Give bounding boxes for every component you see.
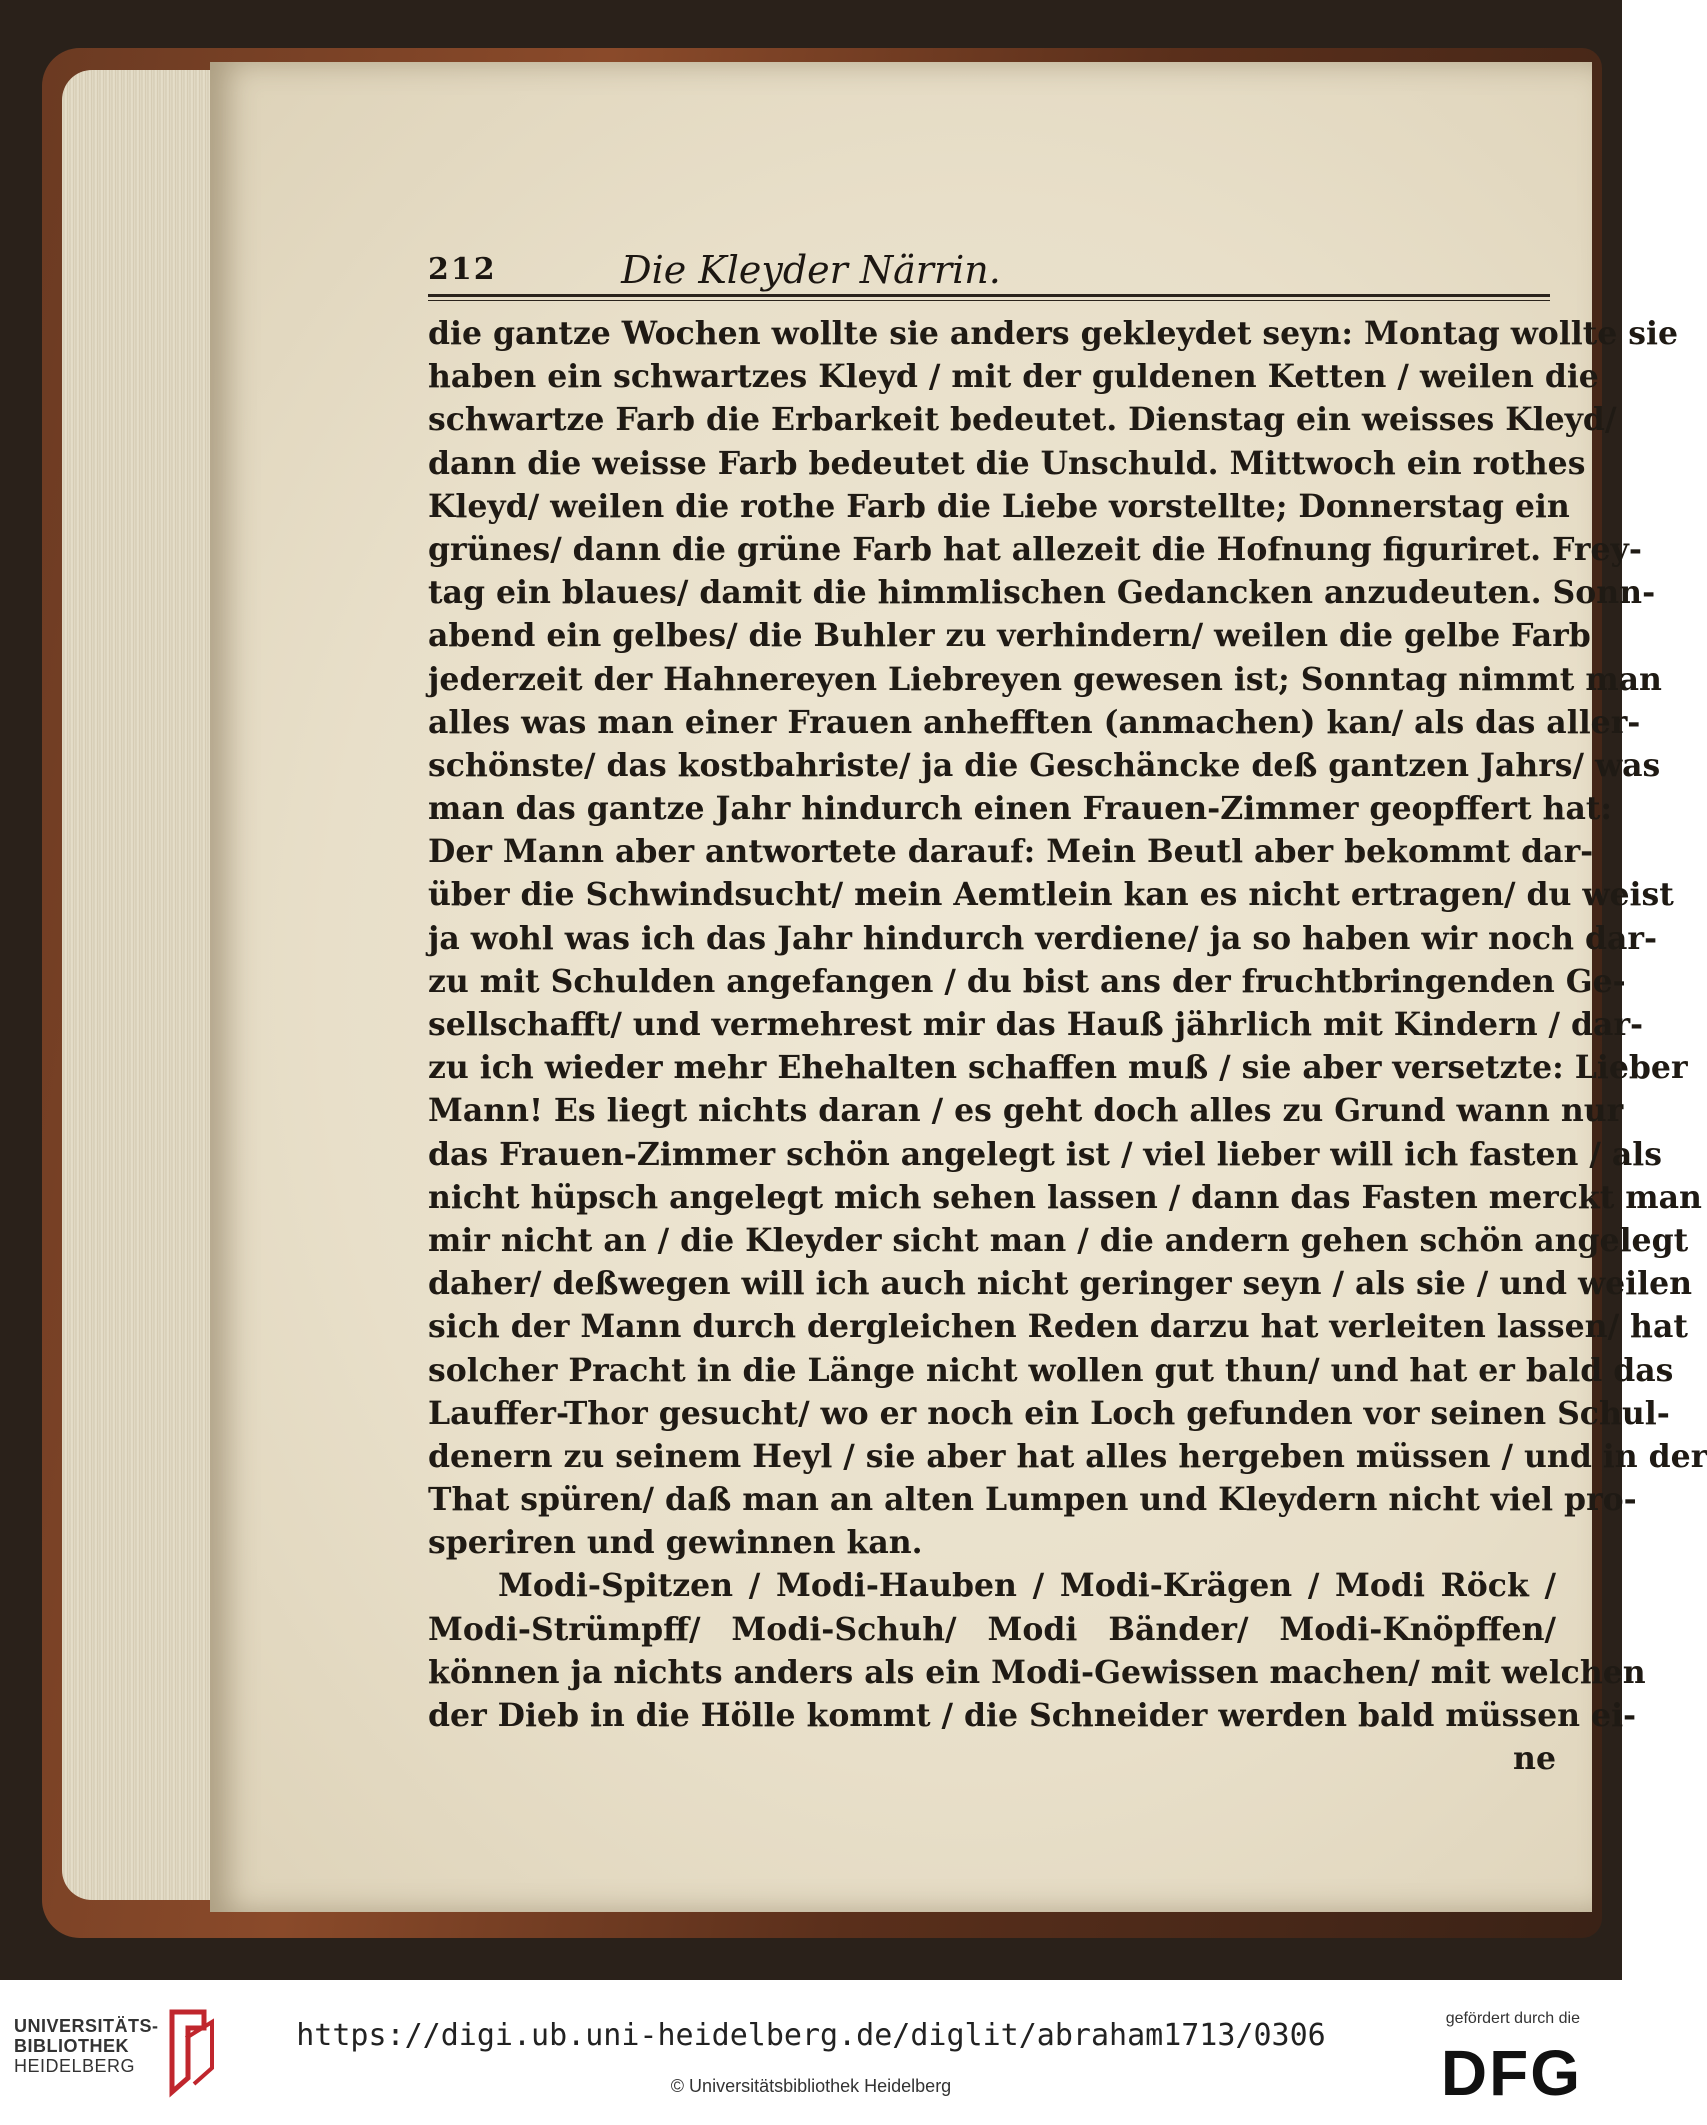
text-line: ja wohl was ich das Jahr hindurch verdiene/ ja so haben wir noch dar- [428, 919, 1658, 957]
page-edges [62, 70, 232, 1900]
text-line: Modi-Strümpff/ Modi-Schuh/ Modi Bänder/ Modi-Knöpffen/ [428, 1610, 1556, 1648]
text-line: man das gantze Jahr hindurch einen Frauen-Zimmer geopffert hat: [428, 790, 1613, 828]
text-line: zu ich wieder mehr Ehehalten schaffen muß / sie aber versetzte: Lieber [428, 1049, 1688, 1087]
text-line: sich der Mann durch dergleichen Reden darzu hat verleiten lassen/ hat [428, 1308, 1688, 1346]
text-line: speriren und gewinnen kan. [428, 1524, 923, 1562]
library-name-line: BIBLIOTHEK [14, 2036, 129, 2056]
text-line: die gantze Wochen wollte sie anders gekleydet seyn: Montag wollte sie [428, 315, 1679, 352]
viewer-footer [0, 1980, 1622, 2125]
text-line: abend ein gelbes/ die Buhler zu verhindern/ weilen die gelbe Farb [428, 617, 1591, 655]
library-name-line: UNIVERSITÄTS- [14, 2016, 159, 2036]
text-line: nicht hüpsch angelegt mich sehen lassen / dann das Fasten merckt man [428, 1178, 1702, 1216]
copyright-notice: © Universitätsbibliothek Heidelberg [670, 2076, 952, 2096]
text-line: Der Mann aber antwortete darauf: Mein Beutl aber bekommt dar- [428, 833, 1594, 871]
text-line: das Frauen-Zimmer schön angelegt ist / viel lieber will ich fasten / als [428, 1135, 1662, 1173]
text-line: solcher Pracht in die Länge nicht wollen gut thun/ und hat er bald das [428, 1351, 1674, 1389]
text-line: tag ein blaues/ damit die himmlischen Gedancken anzudeuten. Sonn- [428, 574, 1656, 612]
text-line: zu mit Schulden angefangen / du bist ans der fruchtbringenden Ge- [428, 962, 1626, 1000]
dfg-logo[interactable]: DFG [1440, 2037, 1582, 2109]
text-line: Lauffer-Thor gesucht/ wo er noch ein Loch gefunden vor seinen Schul- [428, 1394, 1670, 1432]
text-line: denern zu seinem Heyl / sie aber hat alles hergeben müssen / und in der [428, 1437, 1707, 1475]
header-rule-thin [428, 300, 1550, 301]
text-line: Mann! Es liegt nichts daran / es geht doch alles zu Grund wann nur [428, 1092, 1624, 1130]
text-line: schönste/ das kostbahriste/ ja die Geschäncke deß gantzen Jahrs/ was [428, 746, 1661, 784]
catchword: ne [1513, 1740, 1556, 1778]
text-line: sellschafft/ und vermehrest mir das Hauß jährlich mit Kindern / dar- [428, 1006, 1644, 1043]
text-line: That spüren/ daß man an alten Lumpen und Kleydern nicht viel pro- [428, 1481, 1637, 1519]
text-line: haben ein schwartzes Kleyd / mit der guldenen Ketten / weilen die [428, 358, 1599, 396]
text-line: jederzeit der Hahnereyen Liebreyen gewesen ist; Sonntag nimmt man [428, 660, 1662, 698]
text-line: mir nicht an / die Kleyder sicht man / die andern gehen schön angelegt [428, 1221, 1689, 1259]
text-line: alles was man einer Frauen anhefften (anmachen) kan/ als das aller- [428, 703, 1641, 741]
text-line: grünes/ dann die grüne Farb hat allezeit die Hofnung figuriret. Frey- [428, 530, 1642, 568]
funding-label: gefördert durch die [1445, 2010, 1580, 2027]
running-head: Die Kleyder Närrin. [621, 248, 1001, 292]
text-line: schwartze Farb die Erbarkeit bedeutet. Dienstag ein weisses Kleyd/ [428, 401, 1617, 439]
text-line: über die Schwindsucht/ mein Aemtlein kan es nicht ertragen/ du weist [428, 876, 1674, 914]
text-line: Kleyd/ weilen die rothe Farb die Liebe vorstellte; Donnerstag ein [428, 487, 1570, 525]
text-line: dann die weisse Farb bedeutet die Unschuld. Mittwoch ein rothes [428, 444, 1586, 482]
page-number: 212 [428, 252, 497, 287]
text-line: der Dieb in die Hölle kommt / die Schneider werden bald müssen ei- [428, 1697, 1637, 1734]
page-body-text [428, 312, 1707, 1780]
text-line: können ja nichts anders als ein Modi-Gewissen machen/ mit welchen [428, 1653, 1646, 1691]
text-line: daher/ deßwegen will ich auch nicht geringer seyn / als sie / und weilen [428, 1265, 1693, 1303]
permalink-url[interactable]: https://digi.ub.uni-heidelberg.de/diglit/abraham1713/0306 [296, 2018, 1326, 2053]
library-name-line: HEIDELBERG [14, 2056, 136, 2076]
text-line: Modi-Spitzen / Modi-Hauben / Modi-Krägen / Modi Röck / [498, 1567, 1556, 1605]
header-rule [428, 294, 1550, 297]
